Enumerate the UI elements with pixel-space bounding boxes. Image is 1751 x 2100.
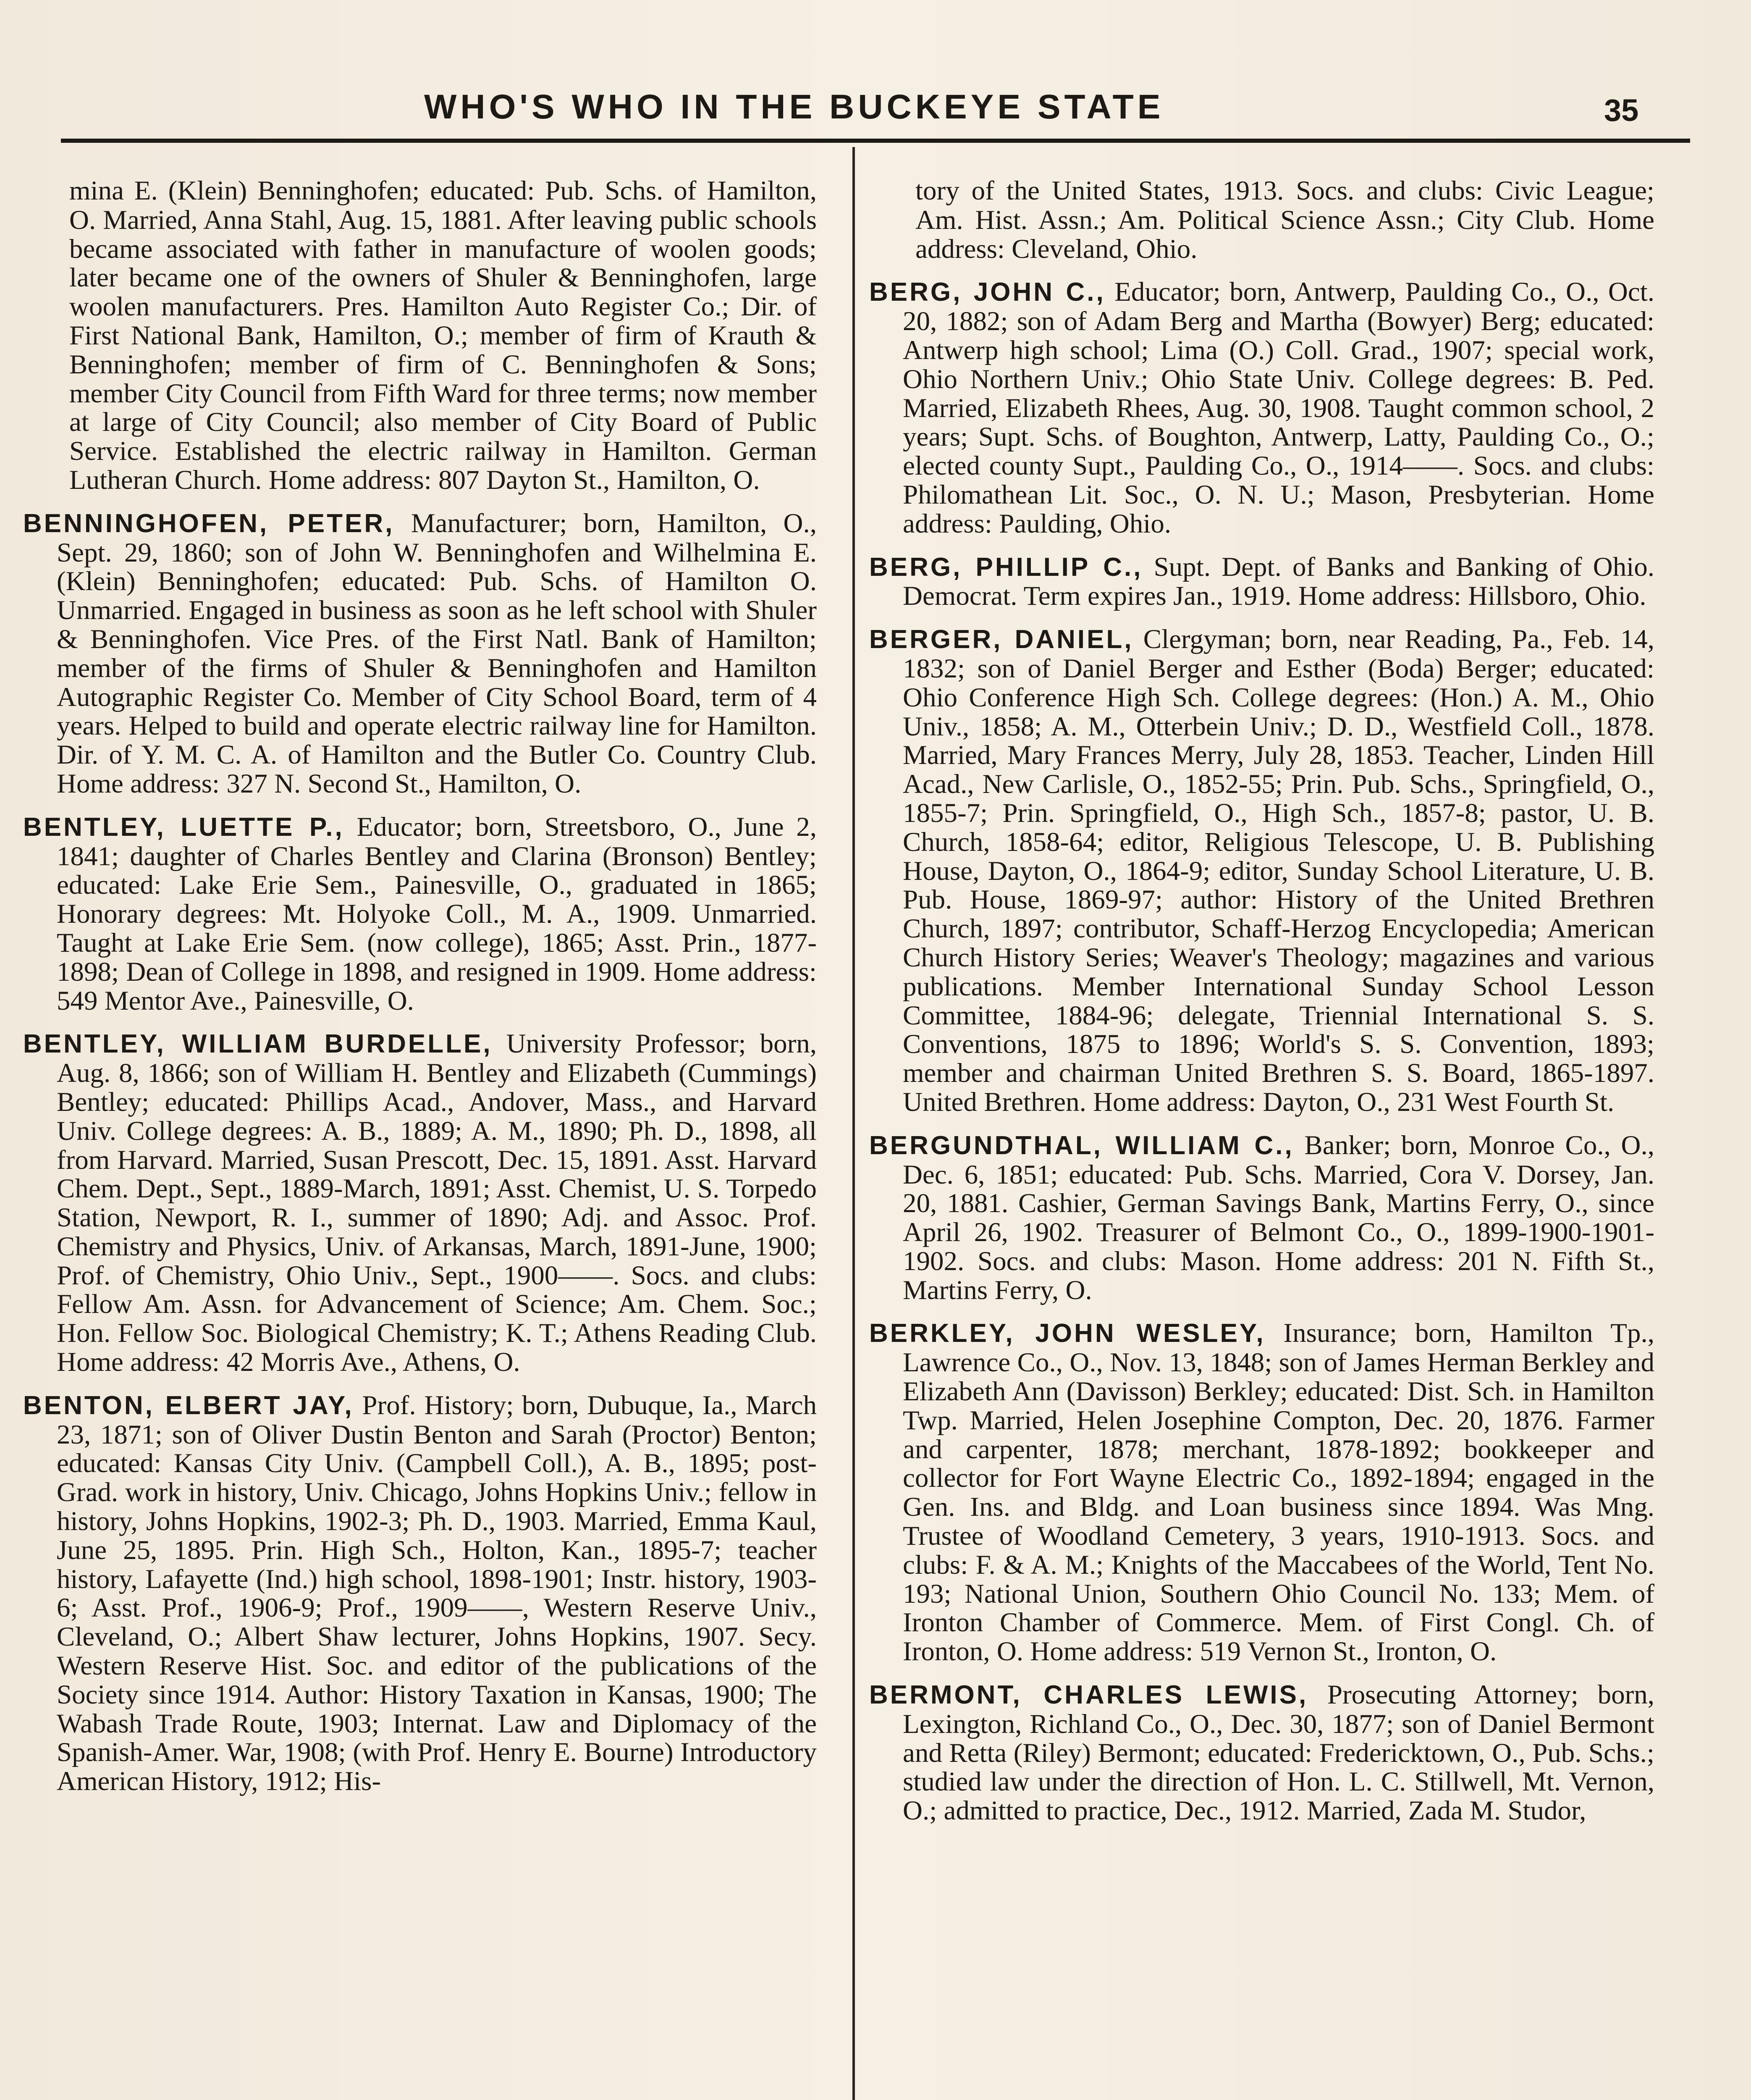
right-column xyxy=(865,176,1654,2100)
entry-name: BENNINGHOFEN, PETER, xyxy=(23,509,395,538)
header-rule xyxy=(61,139,1690,143)
entry-name: BENTLEY, WILLIAM BURDELLE, xyxy=(23,1029,493,1059)
entry-name: BERGUNDTHAL, WILLIAM C., xyxy=(869,1131,1294,1160)
entry-text: Educator; born, Streetsboro, O., June 2, 1841; daughter of Charles Bentley and Clarina (Bronson) Bentley; educated: Lake Erie Sem., Painesville, O., graduated in 1865; Honorary degrees: Mt. Holyoke Coll., M. A., 1909. Unmarried. Taught at Lake Erie Sem. (now college), 1865; Asst. Prin., 1877-1898; Dean of College in 1898, and resigned in 1909. Home address: 549 Mentor Ave., Painesville, O. xyxy=(57,811,817,1016)
entry-text: Prof. History; born, Dubuque, Ia., March 23, 1871; son of Oliver Dustin Benton and Sarah (Proctor) Benton; educated: Kansas City Univ. (Campbell Coll.), A. B., 1895; post-Grad. work in history, Univ. Chicago, Johns Hopkins Univ.; fellow in history, Johns Hopkins, 1902-3; Ph. D., 1903. Married, Emma Kaul, June 25, 1895. Prin. High Sch., Holton, Kan., 1895-7; teacher history, Lafayette (Ind.) high school, 1898-1901; Instr. history, 1903-6; Asst. Prof., 1906-9; Prof., 1909——, Western Reserve Univ., Cleveland, O.; Albert Shaw lecturer, Johns Hopkins, 1907. Secy. Western Reserve Hist. Soc. and editor of the publications of the Society since 1914. Author: History Taxation in Kansas, 1900; The Wabash Trade Route, 1903; Internat. Law and Diplomacy of the Spanish-Amer. War, 1908; (with Prof. Henry E. Bourne) Introductory American History, 1912; His- xyxy=(57,1390,817,1797)
entry-text: University Professor; born, Aug. 8, 1866; son of William H. Bentley and Elizabeth (Cummings) Bentley; educated: Phillips Acad., Andover, Mass., and Harvard Univ. College degrees: A. B., 1889; A. M., 1890; Ph. D., 1898, all from Harvard. Married, Susan Prescott, Dec. 15, 1891. Asst. Harvard Chem. Dept., Sept., 1889-March, 1891; Asst. Chemist, U. S. Torpedo Station, Newport, R. I., summer of 1890; Adj. and Assoc. Prof. Chemistry and Physics, Univ. of Arkansas, March, 1891-June, 1900; Prof. of Chemistry, Ohio Univ., Sept., 1900——. Socs. and clubs: Fellow Am. Assn. for Advancement of Science; Am. Chem. Soc.; Hon. Fellow Soc. Biological Chemistry; K. T.; Athens Reading Club. Home address: 42 Morris Ave., Athens, O. xyxy=(57,1029,817,1378)
biography-entry xyxy=(19,1029,817,1377)
left-column xyxy=(19,176,817,2100)
biography-entry xyxy=(19,176,817,495)
biography-entry xyxy=(19,509,817,798)
entry-name: BENTLEY, LUETTE P., xyxy=(23,812,344,842)
entry-name: BERGER, DANIEL, xyxy=(869,625,1134,654)
biography-entry xyxy=(865,553,1654,611)
entry-text: mina E. (Klein) Benninghofen; educated: Pub. Schs. of Hamilton, O. Married, Anna Stahl, Aug. 15, 1881. After leaving public schools became associated with father in manufacture of woolen goods; later became one of the owners of Shuler & Benninghofen, large woolen manufacturers. Pres. Hamilton Auto Register Co.; Dir. of First National Bank, Hamilton, O.; member of firm of Krauth & Benninghofen; member of firm of C. Benninghofen & Sons; member City Council from Fifth Ward for three terms; now member at large of City Council; also member of City Board of Public Service. Established the electric railway in Hamilton. German Lutheran Church. Home address: 807 Dayton St., Hamilton, O. xyxy=(69,176,817,495)
entry-name: BENTON, ELBERT JAY, xyxy=(23,1391,354,1420)
entry-name: BERG, PHILLIP C., xyxy=(869,552,1143,582)
page-number: 35 xyxy=(1604,93,1639,128)
biography-entry xyxy=(865,1131,1654,1305)
running-title: WHO'S WHO IN THE BUCKEYE STATE xyxy=(424,88,1164,126)
entry-name: BERKLEY, JOHN WESLEY, xyxy=(869,1319,1266,1348)
biography-entry xyxy=(865,1319,1654,1666)
entry-name: BERMONT, CHARLES LEWIS, xyxy=(869,1680,1308,1710)
biography-entry xyxy=(865,176,1654,263)
biography-entry xyxy=(865,625,1654,1117)
entry-text: Educator; born, Antwerp, Paulding Co., O., Oct. 20, 1882; son of Adam Berg and Martha (Bowyer) Berg; educated: Antwerp high school; Lima (O.) Coll. Grad., 1907; special work, Ohio Northern Univ.; Ohio State Univ. College degrees: B. Ped. Married, Elizabeth Rhees, Aug. 30, 1908. Taught common school, 2 years; Supt. Schs. of Boughton, Antwerp, Latty, Paulding Co., O.; elected county Supt., Paulding Co., O., 1914——. Socs. and clubs: Philomathean Lit. Soc., O. N. U.; Mason, Presbyterian. Home address: Paulding, Ohio. xyxy=(903,277,1654,539)
entry-text: tory of the United States, 1913. Socs. and clubs: Civic League; Am. Hist. Assn.; Am. Political Science Assn.; City Club. Home address: Cleveland, Ohio. xyxy=(915,176,1654,264)
page-header xyxy=(0,82,1751,132)
biography-entry xyxy=(865,1680,1654,1825)
entry-text: Manufacturer; born, Hamilton, O., Sept. 29, 1860; son of John W. Benninghofen and Wilhelmina E. (Klein) Benninghofen; educated: Pub. Schs. of Hamilton O. Unmarried. Engaged in business as soon as he left school with Shuler & Benninghofen. Vice Pres. of the First Natl. Bank of Hamilton; member of the firms of Shuler & Benninghofen and Hamilton Autographic Register Co. Member of City School Board, term of 4 years. Helped to build and operate electric railway line for Hamilton. Dir. of Y. M. C. A. of Hamilton and the Butler Co. Country Club. Home address: 327 N. Second St., Hamilton, O. xyxy=(57,508,817,799)
entry-text: Insurance; born, Hamilton Tp., Lawrence Co., O., Nov. 13, 1848; son of James Herman Berkley and Elizabeth Ann (Davisson) Berkley; educated: Dist. Sch. in Hamilton Twp. Married, Helen Josephine Compton, Dec. 20, 1876. Farmer and carpenter, 1878; merchant, 1878-1892; bookkeeper and collector for Fort Wayne Electric Co., 1892-1894; engaged in the Gen. Ins. and Bldg. and Loan business since 1894. Was Mng. Trustee of Woodland Cemetery, 3 years, 1910-1913. Socs. and clubs: F. & A. M.; Knights of the Maccabees of the World, Tent No. 193; National Union, Southern Ohio Council No. 133; Mem. of Ironton Chamber of Commerce. Mem. of First Congl. Ch. of Ironton, O. Home address: 519 Vernon St., Ironton, O. xyxy=(903,1318,1654,1667)
entry-text: Supt. Dept. of Banks and Banking of Ohio. Democrat. Term expires Jan., 1919. Home address: Hillsboro, Ohio. xyxy=(903,551,1654,612)
biography-entry xyxy=(19,813,817,1016)
biography-entry xyxy=(19,1391,817,1796)
entry-name: BERG, JOHN C., xyxy=(869,278,1106,307)
column-divider xyxy=(852,147,855,2100)
biography-entry xyxy=(865,278,1654,538)
entry-text: Prosecuting Attorney; born, Lexington, Richland Co., O., Dec. 30, 1877; son of Daniel Bermont and Retta (Riley) Bermont; educated: Fredericktown, O., Pub. Schs.; studied law under the direction of Hon. L. C. Stillwell, Mt. Vernon, O.; admitted to practice, Dec., 1912. Married, Zada M. Studor, xyxy=(903,1680,1654,1826)
entry-text: Clergyman; born, near Reading, Pa., Feb. 14, 1832; son of Daniel Berger and Esther (Boda) Berger; educated: Ohio Conference High Sch. College degrees: (Hon.) A. M., Ohio Univ., 1858; A. M., Otterbein Univ.; D. D., Westfield Coll., 1878. Married, Mary Frances Merry, July 28, 1853. Teacher, Linden Hill Acad., New Carlisle, O., 1852-55; Prin. Pub. Schs., Springfield, O., 1855-7; Prin. Springfield, O., High Sch., 1857-8; pastor, U. B. Church, 1858-64; editor, Religious Telescope, U. B. Publishing House, Dayton, O., 1864-9; editor, Sunday School Literature, U. B. Pub. House, 1869-97; author: History of the United Brethren Church, 1897; contributor, Schaff-Herzog Encyclopedia; American Church History Series; Weaver's Theology; magazines and various publications. Member International Sunday School Lesson Committee, 1884-96; delegate, Triennial International S. S. Conventions, 1875 to 1896; World's S. S. Convention, 1893; member and chairman United Brethren S. S. Board, 1865-1897. United Brethren. Home address: Dayton, O., 231 West Fourth St. xyxy=(903,624,1654,1117)
entry-text: Banker; born, Monroe Co., O., Dec. 6, 1851; educated: Pub. Schs. Married, Cora V. Dorsey, Jan. 20, 1881. Cashier, German Savings Bank, Martins Ferry, O., since April 26, 1902. Treasurer of Belmont Co., O., 1899-1900-1901-1902. Socs. and clubs: Mason. Home address: 201 N. Fifth St., Martins Ferry, O. xyxy=(903,1130,1654,1305)
